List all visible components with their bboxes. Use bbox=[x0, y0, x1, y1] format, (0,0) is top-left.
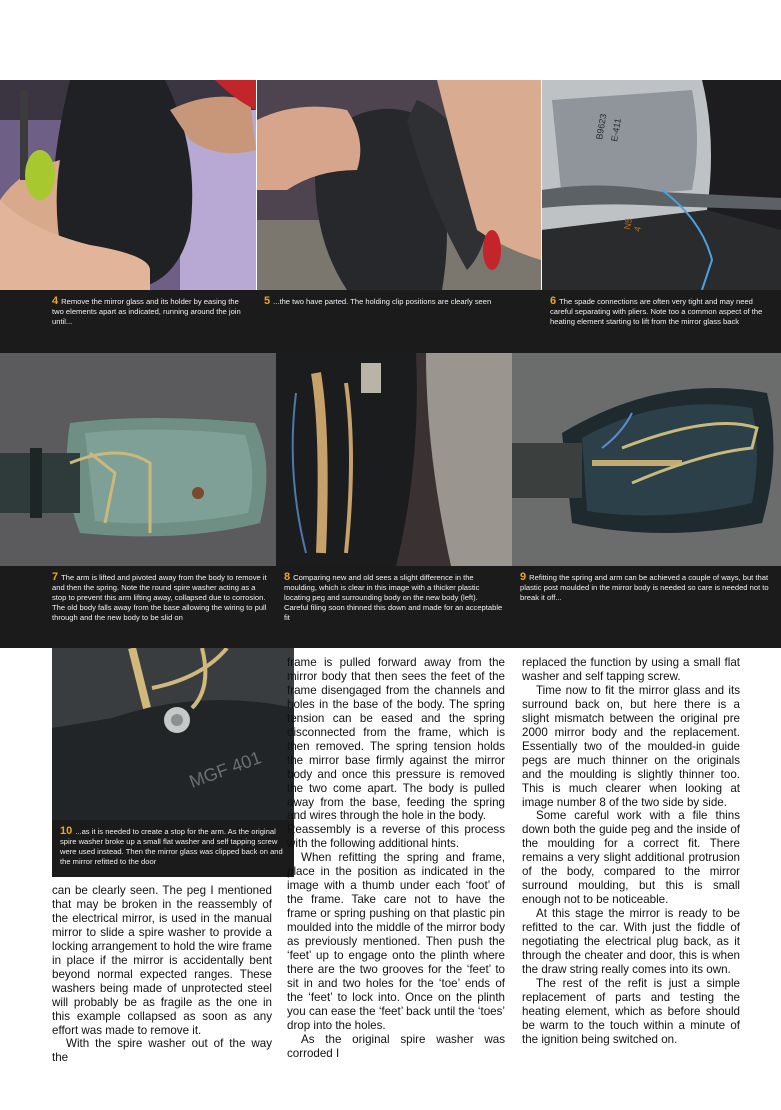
photo-5-parted-holder bbox=[257, 80, 541, 290]
col3-paragraph: Time now to fit the mirror glass and its surround back on, but here there is a slight mismatch between the original pre 2000 mirror body and the replacement. Essentially two of the moulded-in guide pegs are much thinner on the originals and the moulding is slightly thinner too. This is much clearer when looking at image number 8 of the two side by side. bbox=[522, 683, 740, 809]
photo-9-refitting-spring bbox=[512, 353, 781, 566]
caption-7 bbox=[0, 566, 276, 648]
caption-9-number: 9 bbox=[520, 571, 527, 583]
text-column-1 bbox=[52, 884, 272, 1065]
glass-mark-4: 4 bbox=[632, 225, 643, 233]
caption-4 bbox=[0, 290, 256, 353]
caption-4-number: 4 bbox=[52, 295, 59, 307]
caption-5-text: ...the two have parted. The holding clip positions are clearly seen bbox=[273, 297, 492, 306]
caption-8-number: 8 bbox=[284, 571, 291, 583]
photo-6-spade-connections bbox=[542, 80, 781, 290]
caption-5-number: 5 bbox=[264, 295, 271, 307]
caption-5 bbox=[256, 290, 542, 353]
caption-6-text: The spade connections are often very tight and may need careful separating with pliers. Note too a common aspect of the heating element starting to lift from the mirror glass back bbox=[550, 297, 763, 326]
caption-8 bbox=[276, 566, 512, 648]
caption-9-text: Refitting the spring and arm can be achieved a couple of ways, but that plastic post moulded in the mirror body is needed so care is needed not to break it off... bbox=[520, 573, 769, 602]
col1-paragraph: With the spire washer out of the way the bbox=[52, 1037, 272, 1065]
photo-7-arm-and-spire-washer bbox=[0, 353, 276, 566]
photo-10-washer-and-screw bbox=[52, 648, 294, 820]
text-column-2 bbox=[287, 656, 505, 1061]
col2-paragraph: frame is pulled forward away from the mirror body that then sees the feet of the frame disengaged from the channels and holes in the base of the body. The spring tension can be eased and the spring disconnected from the frame, which is then removed. The spring tension holds the mirror base firmly against the mirror body and once this pressure is removed the two come apart. The body is pulled away from the base, feeding the spring and wires through the hole in the body. bbox=[287, 656, 505, 823]
glass-mark-2: E-411 bbox=[609, 117, 624, 143]
caption-10-number: 10 bbox=[60, 825, 73, 837]
glass-mark-1: B9623 bbox=[594, 112, 609, 141]
caption-10 bbox=[52, 820, 294, 877]
col3-paragraph: The rest of the refit is just a simple replacement of parts and testing the heating element, which as before should be warm to the touch within a minute of the ignition being switched on. bbox=[522, 976, 740, 1046]
col2-paragraph: When refitting the spring and frame, place in the position as indicated in the image with a thumb under each ‘foot’ of the frame. Take care not to have the frame or spring pushing on that plastic pin moulded into the middle of the mirror body as previously mentioned. Then push the ‘feet’ up to engage onto the plinth where there are the two grooves for the ‘feet’ to sit in and two holes for the ‘toe’ ends of the ‘feet’ to lock into. Once on the plinth you can ease the ‘feet’ back until the ‘toes’ drop into the holes. bbox=[287, 851, 505, 1032]
moulding-mark: MGF 401 bbox=[186, 747, 264, 792]
caption-4-text: Remove the mirror glass and its holder by easing the two elements apart as indicated, running around the join until... bbox=[52, 297, 241, 326]
col3-paragraph: At this stage the mirror is ready to be refitted to the car. With just the fiddle of negotiating the electrical plug back, as it through the cheater and door, this is when the draw string really comes into its own. bbox=[522, 907, 740, 976]
caption-7-number: 7 bbox=[52, 571, 59, 583]
glass-mark-3: N5 bbox=[622, 217, 634, 231]
col2-paragraph: Reassembly is a reverse of this process with the following additional hints. bbox=[287, 823, 505, 851]
caption-9 bbox=[512, 566, 781, 648]
photo-8-new-and-old-bodies bbox=[276, 353, 512, 566]
photo-4-separating-mirror-glass bbox=[0, 80, 256, 290]
col3-paragraph: Some careful work with a file thins down both the guide peg and the inside of the moulding for a correct fit. There remains a very slight additional protrusion of the body, compared to the mirror surround moulding, but this is small enough not to be noticeable. bbox=[522, 809, 740, 907]
caption-6-number: 6 bbox=[550, 295, 557, 307]
caption-7-text: The arm is lifted and pivoted away from the body to remove it and then the spring. Note the round spire washer acting as a stop to prevent this arm lifting away, collapsed due to corrosion. The old body falls away from the base allowing the wiring to pull through and the new body to be slid on bbox=[52, 573, 267, 622]
col2-paragraph: As the original spire washer was corroded I bbox=[287, 1032, 505, 1060]
text-column-3 bbox=[522, 656, 740, 1047]
col3-paragraph: replaced the function by using a small flat washer and self tapping screw. bbox=[522, 656, 740, 683]
caption-10-text: ...as it is needed to create a stop for the arm. As the original spire washer broke up a small flat washer and self tapping screw were used instead. Then the mirror glass was clipped back on and the mirror refitted to the door bbox=[60, 827, 283, 866]
caption-6 bbox=[542, 290, 781, 353]
col1-paragraph: can be clearly seen. The peg I mentioned that may be broken in the reassembly of the electrical mirror, is used in the manual mirror to slide a spire washer to provide a locking arrangement to hold the wire frame in place if the mirror is accidentally bent beyond normal expected ranges. These washers being made of unprotected steel will probably be as fragile as the one in this example collapsed as soon as any effort was made to remove it. bbox=[52, 884, 272, 1037]
caption-8-text: Comparing new and old sees a slight difference in the moulding, which is clear in this image with a thicker plastic locating peg and surrounding body on the new body (left). Careful filing soon thinned this down and made for an acceptable fit bbox=[284, 573, 503, 622]
